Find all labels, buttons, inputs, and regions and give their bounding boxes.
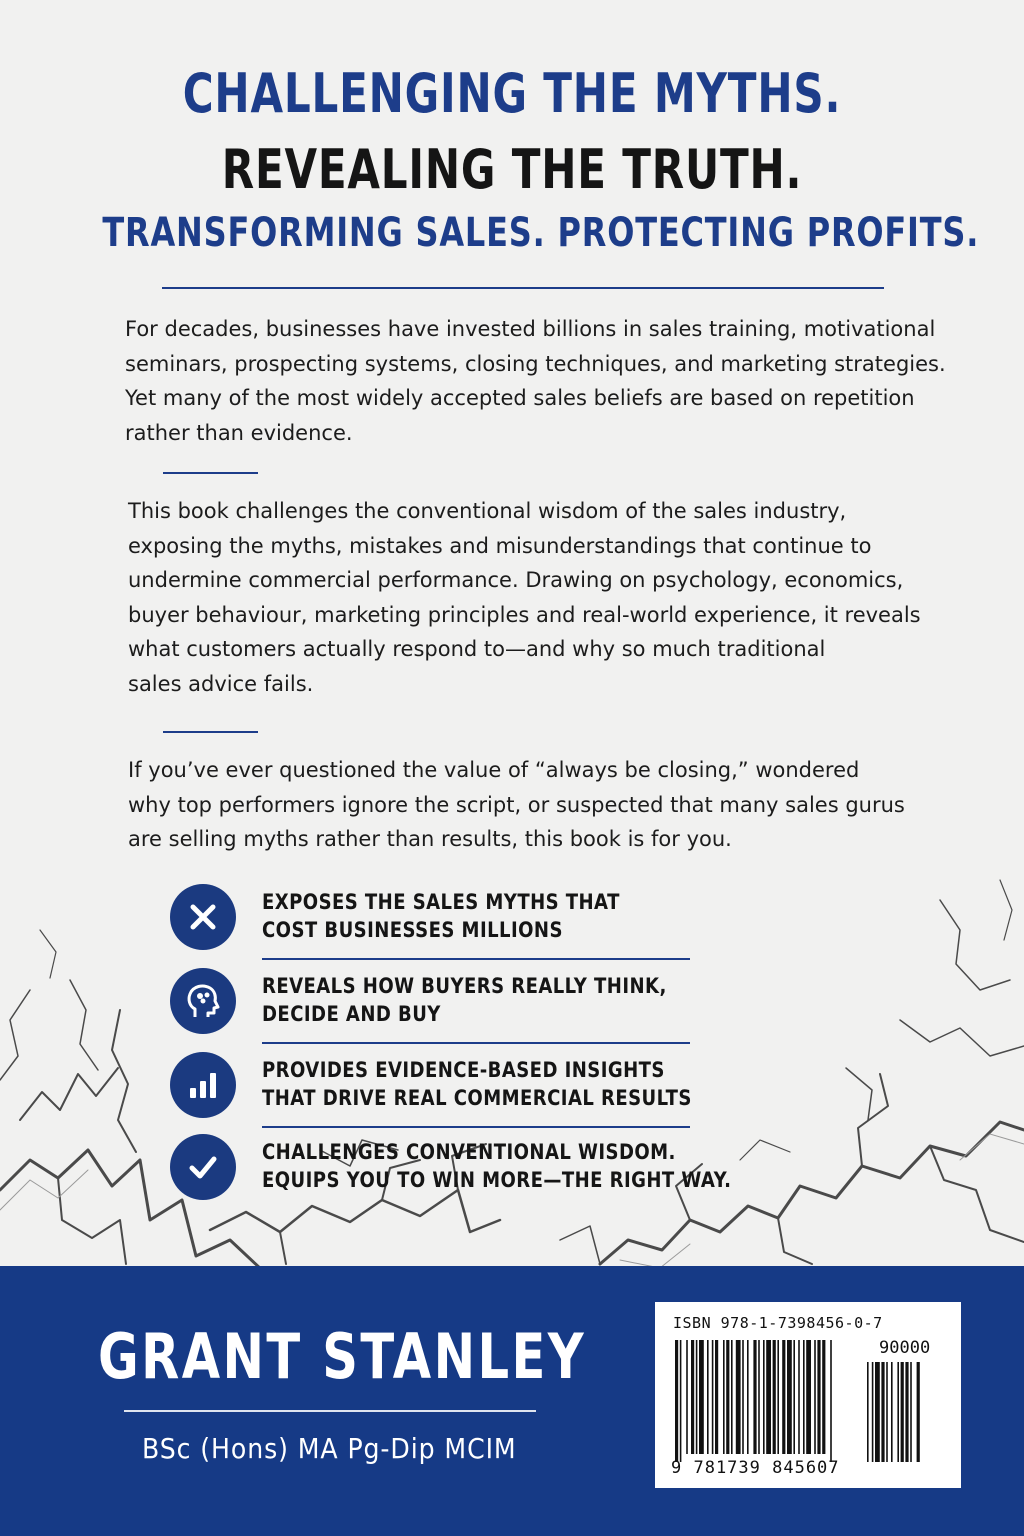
paragraph-line: For decades, businesses have invested billions in sales training, motivational bbox=[125, 317, 936, 341]
feature-text-line: DECIDE AND BUY bbox=[262, 1002, 441, 1026]
barcode-bar bbox=[891, 1362, 893, 1462]
barcode-bar bbox=[747, 1340, 749, 1454]
headline-line-1: CHALLENGING THE MYTHS. bbox=[182, 62, 842, 125]
barcode-bar bbox=[910, 1362, 912, 1462]
barcode-bar bbox=[715, 1340, 718, 1454]
barcode-bar bbox=[766, 1340, 771, 1454]
paragraph-line: are selling myths rather than results, this book is for you. bbox=[128, 827, 732, 851]
headline-line-2: REVEALING THE TRUTH. bbox=[221, 138, 803, 201]
barcode-bar bbox=[731, 1340, 733, 1454]
barcode-bar bbox=[886, 1362, 888, 1462]
section-divider bbox=[163, 472, 258, 474]
barcode-bar bbox=[917, 1362, 920, 1462]
feature-text-line: PROVIDES EVIDENCE-BASED INSIGHTS bbox=[262, 1058, 665, 1082]
barcode-bar bbox=[763, 1340, 765, 1454]
bar-chart-icon bbox=[170, 1052, 236, 1118]
blurb-paragraph-3 bbox=[128, 753, 905, 857]
barcode-bar bbox=[881, 1362, 884, 1462]
paragraph-line: seminars, prospecting systems, closing techniques, and marketing strategies. bbox=[125, 351, 946, 376]
author-divider bbox=[124, 1410, 536, 1412]
paragraph-line: buyer behaviour, marketing principles and real-world experience, it reveals bbox=[128, 602, 921, 627]
barcode-bar bbox=[686, 1340, 688, 1454]
x-icon bbox=[170, 884, 236, 950]
barcode-bar bbox=[707, 1340, 709, 1454]
barcode-bar bbox=[691, 1340, 694, 1454]
checkmark-icon bbox=[170, 1134, 236, 1200]
paragraph-line: why top performers ignore the script, or suspected that many sales gurus bbox=[128, 792, 905, 817]
paragraph-line: what customers actually respond to—and why so much traditional bbox=[128, 637, 826, 661]
barcode-bar bbox=[699, 1340, 704, 1454]
feature-divider bbox=[262, 1126, 690, 1128]
feature-text-line: REVEALS HOW BUYERS REALLY THINK, bbox=[262, 974, 667, 998]
barcode-bar bbox=[830, 1340, 832, 1462]
feature-text bbox=[262, 972, 667, 1028]
author-credentials: BSc (Hons) MA Pg-Dip MCIM bbox=[142, 1432, 517, 1465]
barcode-bar bbox=[806, 1340, 811, 1454]
barcode-bar bbox=[777, 1340, 779, 1454]
barcode-bar bbox=[787, 1340, 792, 1454]
feature-item-insights bbox=[170, 1052, 710, 1122]
brain-head-icon bbox=[170, 968, 236, 1034]
barcode-bar bbox=[696, 1340, 698, 1454]
feature-text bbox=[262, 1056, 692, 1112]
feature-text bbox=[262, 1138, 731, 1194]
barcode-bar bbox=[905, 1362, 908, 1462]
price-code: 90000 bbox=[879, 1338, 931, 1358]
barcode-bar bbox=[897, 1362, 899, 1462]
feature-text-line: COST BUSINESSES MILLIONS bbox=[262, 918, 563, 942]
feature-divider bbox=[262, 1042, 690, 1044]
barcode-bar bbox=[867, 1362, 869, 1462]
barcode-bar bbox=[758, 1340, 760, 1454]
barcode-bar bbox=[803, 1340, 805, 1454]
barcode-bar bbox=[736, 1340, 741, 1454]
barcode-bar bbox=[901, 1362, 904, 1462]
feature-item-myths bbox=[170, 884, 710, 954]
author-name: GRANT STANLEY bbox=[98, 1320, 587, 1393]
paragraph-line: This book challenges the conventional wisdom of the sales industry, bbox=[128, 499, 847, 523]
feature-item-wisdom bbox=[170, 1134, 732, 1204]
barcode-bar bbox=[680, 1340, 682, 1462]
isbn-barcode bbox=[655, 1302, 961, 1488]
headline-line-3: TRANSFORMING SALES. PROTECTING PROFITS. bbox=[102, 210, 980, 256]
paragraph-line: exposing the myths, mistakes and misunderstandings that continue to bbox=[128, 533, 872, 558]
blurb-paragraph-1 bbox=[125, 312, 946, 450]
barcode-bar bbox=[726, 1340, 729, 1454]
barcode-bar bbox=[712, 1340, 714, 1454]
headline-divider bbox=[162, 287, 884, 289]
barcode-bar bbox=[723, 1340, 725, 1454]
barcode-bar bbox=[782, 1340, 785, 1454]
barcode-bar bbox=[773, 1340, 776, 1454]
section-divider bbox=[163, 731, 258, 733]
feature-text-line: EXPOSES THE SALES MYTHS THAT bbox=[262, 890, 620, 914]
barcode-bar bbox=[814, 1340, 816, 1454]
paragraph-line: sales advice fails. bbox=[128, 671, 314, 696]
barcode-bar bbox=[675, 1340, 678, 1462]
feature-divider bbox=[262, 958, 690, 960]
barcode-bar bbox=[822, 1340, 825, 1454]
barcode-bar bbox=[817, 1340, 820, 1454]
barcode-bar bbox=[742, 1340, 744, 1454]
feature-text-line: CHALLENGES CONVENTIONAL WISDOM. bbox=[262, 1140, 676, 1164]
barcode-bar bbox=[798, 1340, 800, 1454]
barcode-digits: 9 781739 845607 bbox=[671, 1458, 840, 1478]
paragraph-line: undermine commercial performance. Drawing on psychology, economics, bbox=[128, 568, 904, 592]
feature-item-buyers bbox=[170, 968, 710, 1038]
paragraph-line: If you’ve ever questioned the value of “always be closing,” wondered bbox=[128, 758, 860, 782]
isbn-label: ISBN 978-1-7398456-0-7 bbox=[673, 1314, 883, 1332]
feature-text-line: EQUIPS YOU TO WIN MORE—THE RIGHT WAY. bbox=[262, 1168, 732, 1192]
barcode-bar bbox=[753, 1340, 756, 1454]
feature-text bbox=[262, 888, 620, 944]
feature-text-line: THAT DRIVE REAL COMMERCIAL RESULTS bbox=[262, 1086, 692, 1110]
barcode-bar bbox=[872, 1362, 874, 1462]
barcode-bar bbox=[875, 1362, 880, 1462]
paragraph-line: rather than evidence. bbox=[125, 420, 353, 445]
paragraph-line: Yet many of the most widely accepted sales beliefs are based on repetition bbox=[125, 386, 915, 410]
blurb-paragraph-2 bbox=[128, 494, 921, 701]
barcode-bar bbox=[793, 1340, 795, 1454]
